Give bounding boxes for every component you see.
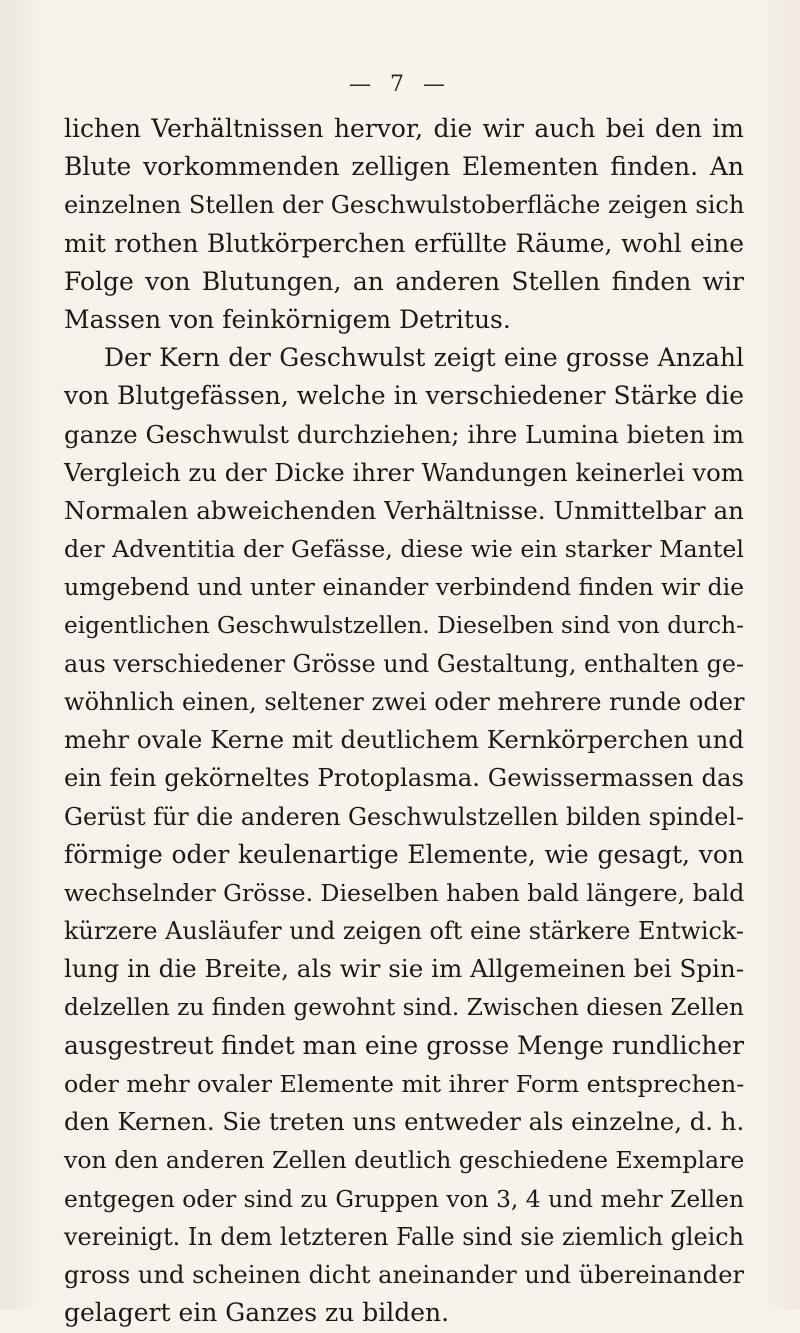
- text-line: lung in die Breite, als wir sie im Allgemeinen bei Spin-: [64, 954, 744, 984]
- text-line: mit rothen Blutkörperchen erfüllte Räume, wohl eine: [64, 228, 744, 258]
- page-number: — 7 —: [349, 72, 451, 97]
- text-line: ein fein gekörneltes Protoplasma. Gewissermassen das: [64, 763, 744, 793]
- text-line: von Blutgefässen, welche in verschiedener Stärke die: [64, 381, 744, 411]
- text-line: einzelnen Stellen der Geschwulstoberfläche zeigen sich: [64, 191, 745, 220]
- text-line: Vergleich zu der Dicke ihrer Wandungen keinerlei vom: [64, 457, 744, 487]
- text-line: gelagert ein Ganzes zu bilden.: [64, 1298, 450, 1328]
- text-line: oder mehr ovaler Elemente mit ihrer Form entsprechen-: [64, 1070, 745, 1099]
- text-line: von den anderen Zellen deutlich geschiedene Exemplare: [64, 1146, 745, 1175]
- text-line: gross und scheinen dicht aneinander und übereinander: [64, 1261, 744, 1290]
- text-line: mehr ovale Kerne mit deutlichem Kernkörperchen und: [64, 725, 744, 755]
- text-line: wöhnlich einen, seltener zwei oder mehrere runde oder: [64, 688, 745, 717]
- text-line: der Adventitia der Gefässe, diese wie ein starker Mantel: [64, 535, 744, 564]
- text-line: Blute vorkommenden zelligen Elementen finden. An: [64, 152, 744, 182]
- text-line: vereinigt. In dem letzteren Falle sind sie ziemlich gleich: [64, 1222, 745, 1251]
- text-line: kürzere Ausläufer und zeigen oft eine stärkere Entwick-: [64, 917, 744, 946]
- text-line: ausgestreut findet man eine grosse Menge rundlicher: [64, 1030, 744, 1060]
- text-line: Gerüst für die anderen Geschwulstzellen bilden spindel-: [64, 802, 744, 831]
- text-line: Massen von feinkörnigem Detritus.: [64, 305, 511, 335]
- text-line: wechselnder Grösse. Dieselben haben bald längere, bald: [64, 879, 745, 908]
- body-text: [64, 110, 744, 1333]
- text-line: Folge von Blutungen, an anderen Stellen finden wir: [64, 266, 744, 296]
- text-line: Der Kern der Geschwulst zeigt eine grosse Anzahl: [104, 343, 744, 373]
- text-line: förmige oder keulenartige Elemente, wie gesagt, von: [64, 839, 744, 869]
- text-line: entgegen oder sind zu Gruppen von 3, 4 und mehr Zellen: [64, 1184, 744, 1213]
- text-line: aus verschiedener Grösse und Gestaltung, enthalten ge-: [64, 649, 744, 678]
- text-line: umgebend und unter einander verbindend finden wir die: [64, 573, 744, 602]
- text-line: den Kernen. Sie treten uns entweder als einzelne, d. h.: [64, 1107, 745, 1137]
- text-line: lichen Verhältnissen hervor, die wir auch bei den im: [64, 114, 744, 143]
- text-line: Normalen abweichenden Verhältnisse. Unmittelbar an: [64, 496, 744, 526]
- text-line: ganze Geschwulst durchziehen; ihre Lumina bieten im: [64, 419, 744, 449]
- text-line: eigentlichen Geschwulstzellen. Dieselben sind von durch-: [64, 611, 744, 639]
- text-line: delzellen zu finden gewohnt sind. Zwischen diesen Zellen: [64, 993, 744, 1021]
